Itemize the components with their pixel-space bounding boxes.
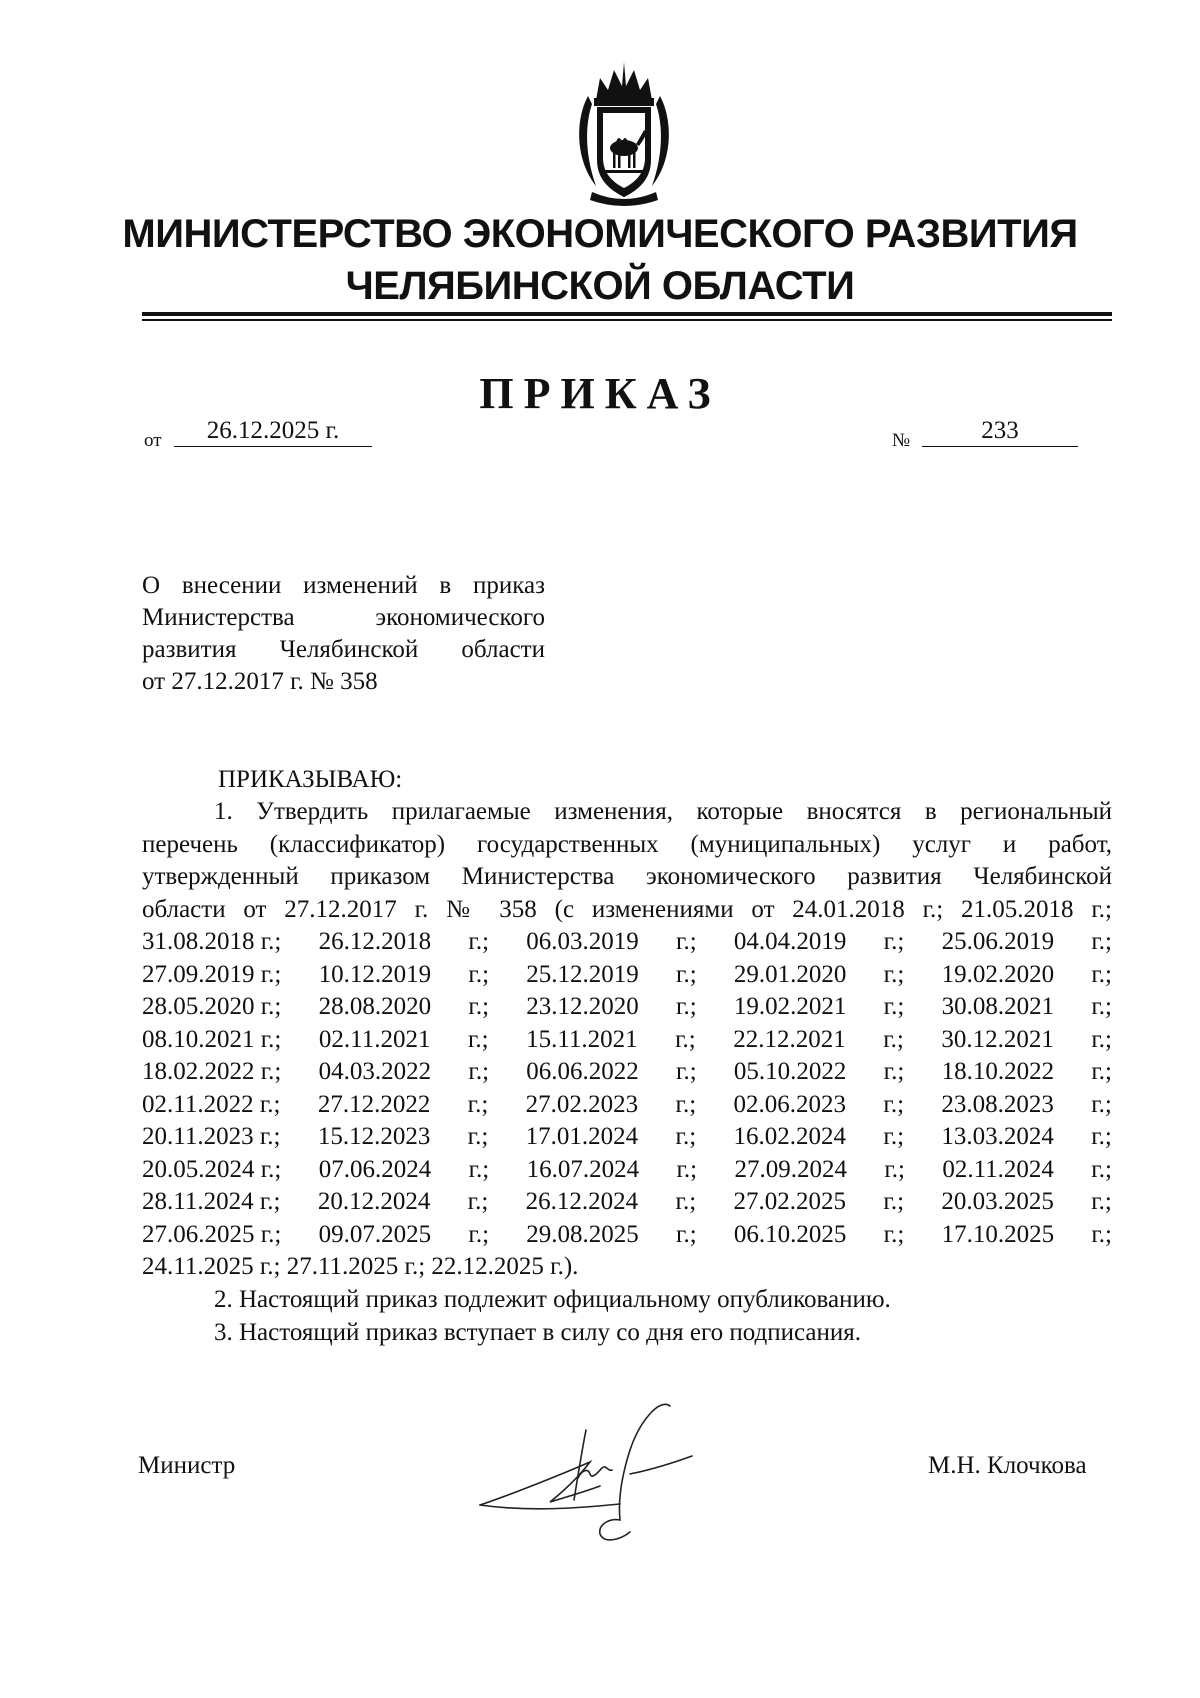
date-cell: г.; (676, 993, 697, 1020)
date-cell: г.; (883, 993, 905, 1020)
dates-row (142, 991, 1112, 1024)
date-cell: г.; (675, 1188, 697, 1215)
date-cell: 27.12.2022 (317, 1090, 431, 1118)
date-cell: 02.11.2022 г.; (142, 1090, 281, 1118)
date-cell: 28.05.2020 г.; (142, 993, 282, 1020)
date-cell: г.; (467, 1188, 489, 1215)
paragraph-line: 1. Утвердить прилагаемые изменения, которые вносятся в региональный (214, 798, 1112, 825)
date-cell: г.; (468, 1155, 490, 1183)
date-cell: 26.12.2024 (525, 1188, 639, 1215)
date-cell: 13.03.2024 (941, 1123, 1054, 1150)
date-cell: 10.12.2019 (318, 960, 432, 988)
date-cell: 20.05.2024 г.; (142, 1155, 282, 1183)
date-cell: 23.12.2020 (526, 993, 639, 1020)
amendment-dates-list (142, 926, 1112, 1251)
date-cell: 06.10.2025 (733, 1220, 847, 1248)
date-cell: 18.02.2022 г.; (142, 1058, 282, 1085)
date-cell: 19.02.2020 (941, 960, 1055, 988)
date-cell: г.; (676, 928, 697, 955)
date-cell: г.; (1091, 1188, 1112, 1215)
date-cell: г.; (1091, 1025, 1112, 1053)
date-cell: 05.10.2022 (733, 1058, 847, 1085)
dates-row (142, 1121, 1112, 1154)
date-cell: г.; (1091, 1220, 1112, 1248)
date-cell: 27.06.2025 г.; (142, 1220, 282, 1248)
date-cell: 29.01.2020 (733, 960, 847, 988)
date-cell: 15.11.2021 (526, 1025, 638, 1053)
document-type-title: ПРИКАЗ (479, 369, 721, 418)
coat-of-arms-emblem (566, 48, 682, 208)
date-cell: 18.10.2022 (941, 1058, 1055, 1085)
date-cell: 30.08.2021 (941, 993, 1055, 1020)
signatory-name: М.Н. Клочкова (928, 1452, 1087, 1479)
date-cell: 02.06.2023 (733, 1090, 847, 1118)
date-cell: 08.10.2021 г.; (142, 1025, 282, 1053)
date-cell: г.; (1091, 928, 1112, 955)
header-rule-thin (142, 319, 1112, 321)
dates-row (142, 1154, 1112, 1187)
date-cell: 30.12.2021 (941, 1025, 1054, 1053)
date-cell: г.; (468, 960, 490, 988)
date-cell: г.; (676, 1058, 697, 1085)
header-rule-thick (142, 312, 1112, 316)
subject-line: Министерства экономического (142, 604, 545, 631)
date-cell: 27.02.2023 (525, 1090, 639, 1118)
date-cell: г.; (1091, 1155, 1112, 1183)
date-cell: 25.06.2019 (941, 928, 1055, 955)
date-cell: 20.12.2024 (317, 1188, 431, 1215)
date-cell: г.; (468, 1220, 490, 1248)
date-cell: 04.04.2019 (733, 928, 847, 955)
date-cell: г.; (676, 1155, 698, 1183)
paragraph-3: 3. Настоящий приказ вступает в силу со дня его подписания. (214, 1319, 862, 1346)
date-cell: 07.06.2024 (318, 1155, 432, 1183)
date-cell: г.; (468, 1058, 490, 1085)
date-cell: г.; (883, 1025, 904, 1053)
date-cell: 19.02.2021 (733, 993, 847, 1020)
date-cell: г.; (467, 1090, 489, 1118)
date-cell: г.; (676, 1220, 697, 1248)
paragraph-1 (142, 796, 1112, 926)
date-cell: г.; (883, 1058, 905, 1085)
ministry-name-line-1: МИНИСТЕРСТВО ЭКОНОМИЧЕСКОГО РАЗВИТИЯ (122, 212, 1078, 256)
date-cell: г.; (1091, 993, 1112, 1020)
subject-block (142, 570, 545, 698)
date-cell: 04.03.2022 (318, 1058, 432, 1085)
date-cell: г.; (883, 1188, 905, 1215)
date-cell: г.; (883, 1090, 905, 1118)
date-field: 26.12.2025 г. (174, 416, 372, 447)
date-cell: г.; (467, 1123, 489, 1150)
date-cell: 29.08.2025 (526, 1220, 639, 1248)
date-cell: г.; (675, 1025, 696, 1053)
dates-row (142, 1219, 1112, 1252)
date-cell: г.; (675, 1123, 697, 1150)
date-cell: г.; (883, 928, 905, 955)
date-cell: 02.11.2024 (942, 1155, 1054, 1183)
date-cell: 17.01.2024 (525, 1123, 639, 1150)
number-field: 233 (922, 416, 1078, 447)
date-cell: г.; (467, 1025, 489, 1053)
date-cell: 20.03.2025 (941, 1188, 1054, 1215)
date-cell: 16.02.2024 (733, 1123, 847, 1150)
number-label: № (892, 430, 911, 451)
date-cell: 28.08.2020 (318, 993, 432, 1020)
dates-row (142, 926, 1112, 959)
date-cell: г.; (1091, 1058, 1112, 1085)
date-cell: 27.02.2025 (733, 1188, 847, 1215)
date-cell: г.; (883, 1123, 905, 1150)
dates-row (142, 1186, 1112, 1219)
dates-row (142, 1089, 1112, 1122)
date-cell: 31.08.2018 г.; (142, 928, 282, 955)
date-cell: 22.12.2021 (733, 1025, 846, 1053)
date-cell: 20.11.2023 г.; (142, 1123, 281, 1150)
date-cell: 15.12.2023 (317, 1123, 431, 1150)
date-cell: г.; (883, 1220, 905, 1248)
dates-row (142, 959, 1112, 992)
date-cell: 17.10.2025 (941, 1220, 1055, 1248)
paragraph-1-end: 24.11.2025 г.; 27.11.2025 г.; 22.12.2025 г.). (142, 1253, 579, 1280)
paragraph-line: области от 27.12.2017 г. № 358 (с изменениями от 24.01.2018 г.; 21.05.2018 г.; (142, 895, 1112, 923)
date-cell: г.; (675, 1090, 697, 1118)
handwritten-signature (470, 1400, 720, 1550)
date-cell: г.; (1091, 960, 1112, 988)
subject-line: от 27.12.2017 г. № 358 (142, 668, 378, 695)
date-cell: г.; (883, 960, 905, 988)
dates-row (142, 1056, 1112, 1089)
date-cell: г.; (884, 1155, 905, 1183)
date-cell: 27.09.2024 (734, 1155, 847, 1183)
date-cell: г.; (468, 993, 490, 1020)
date-cell: 16.07.2024 (526, 1155, 640, 1183)
date-cell: г.; (1091, 1123, 1112, 1150)
date-cell: 25.12.2019 (526, 960, 639, 988)
date-cell: г.; (468, 928, 490, 955)
date-cell: 23.08.2023 (941, 1090, 1054, 1118)
ministry-name-line-2: ЧЕЛЯБИНСКОЙ ОБЛАСТИ (345, 264, 855, 308)
subject-line: развития Челябинской области (142, 636, 545, 663)
date-cell: 26.12.2018 (318, 928, 432, 955)
date-cell: 27.09.2019 г.; (142, 960, 282, 988)
signatory-position: Министр (138, 1452, 236, 1479)
paragraph-2: 2. Настоящий приказ подлежит официальному опубликованию. (214, 1286, 891, 1313)
date-cell: г.; (676, 960, 697, 988)
date-cell: 02.11.2021 (318, 1025, 431, 1053)
date-cell: 06.03.2019 (526, 928, 639, 955)
date-cell: 09.07.2025 (318, 1220, 432, 1248)
order-word: ПРИКАЗЫВАЮ: (218, 766, 403, 793)
subject-line: О внесении изменений в приказ (142, 572, 545, 599)
date-cell: 06.06.2022 (526, 1058, 639, 1085)
date-cell: 28.11.2024 г.; (142, 1188, 281, 1215)
paragraph-line: перечень (классификатор) государственных (муниципальных) услуг и работ, (142, 830, 1112, 858)
date-label: от (144, 430, 162, 451)
dates-row (142, 1024, 1112, 1057)
paragraph-line: утвержденный приказом Министерства экономического развития Челябинской (142, 863, 1112, 890)
date-cell: г.; (1091, 1090, 1112, 1118)
